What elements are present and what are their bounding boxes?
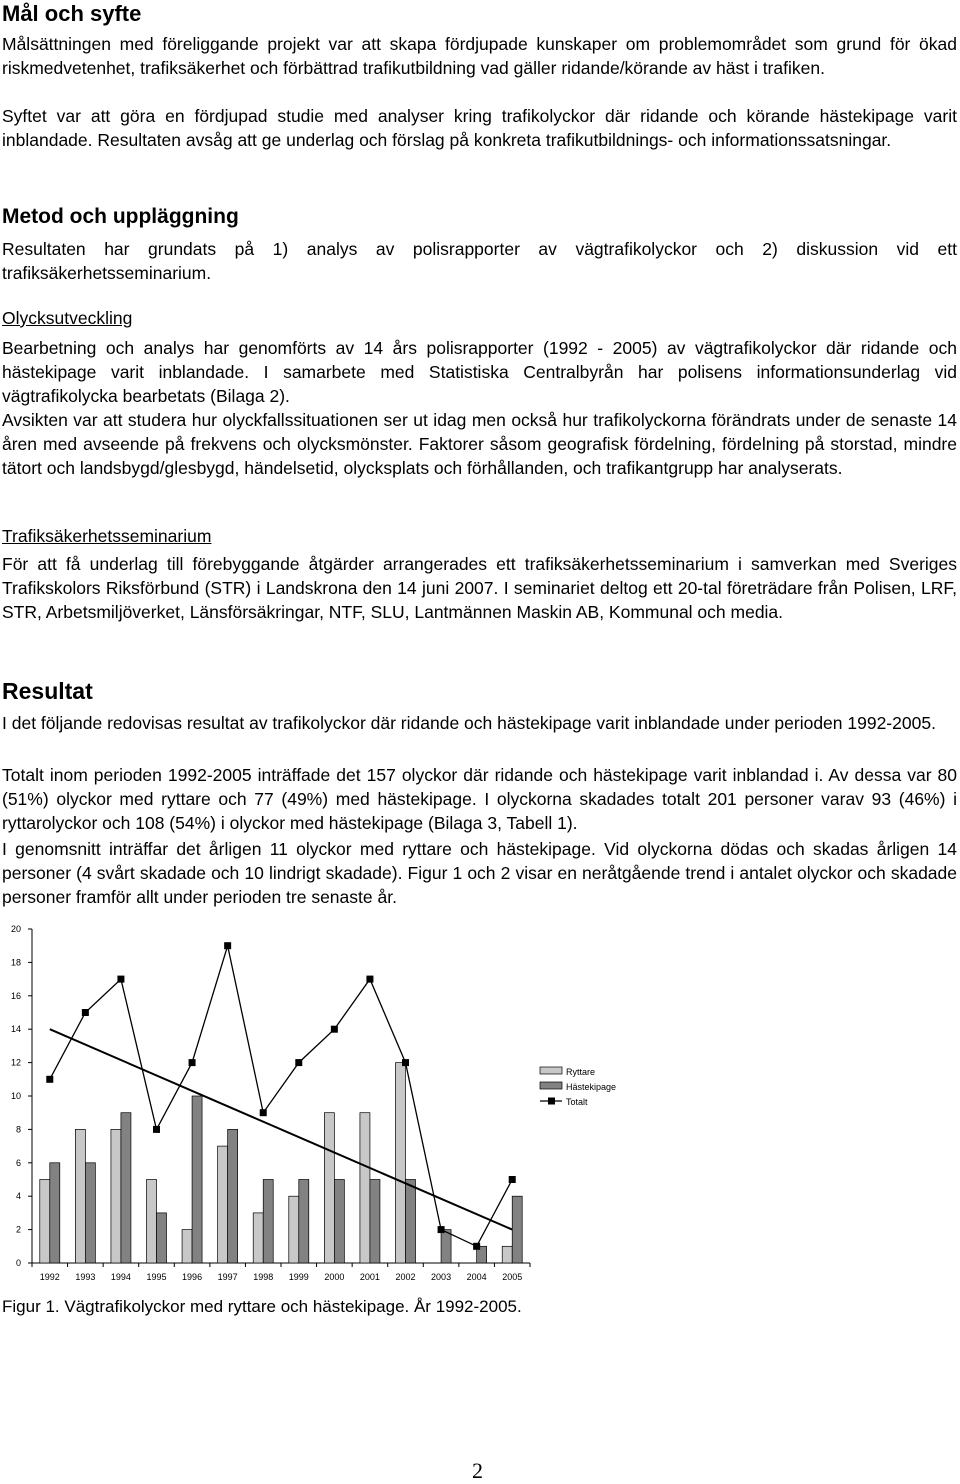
- y-tick-label: 8: [15, 1124, 21, 1135]
- legend-label: Hästekipage: [566, 1082, 617, 1092]
- bar-ryttare-1996: [182, 1230, 192, 1263]
- paragraph-syfte: Syftet var att göra en fördjupad studie med analyser kring trafikolyckor där ridande och körande hästekipage varit inblandade. Resultaten avsåg att ge underlag och förslag på konkreta trafikutbildnings- och informationssatsningar.: [2, 106, 957, 150]
- point-totalt-2002: [402, 1059, 409, 1066]
- point-totalt-2004: [473, 1243, 480, 1250]
- bar-hstekipage-2001: [370, 1180, 380, 1264]
- paragraph-bearbetning: Bearbetning och analys har genomförts av 14 års polisrapporter (1992 - 2005) av vägtrafikolyckor där ridande och hästekipage varit inblandade. I samarbete med Statistiska Centralbyrån har polisens informationsunderlag vid vägtrafikolycka bearbetats (Bilaga 2).: [2, 338, 957, 406]
- y-tick-label: 16: [10, 990, 21, 1001]
- x-tick-label: 1999: [288, 1272, 309, 1282]
- legend-swatch-ryttare: [540, 1067, 562, 1074]
- bar-hstekipage-1998: [263, 1180, 273, 1264]
- bar-hstekipage-1999: [299, 1180, 309, 1264]
- subheading-seminarium: Trafiksäkerhetsseminarium: [2, 526, 212, 546]
- y-tick-label: 2: [15, 1224, 21, 1235]
- x-tick-label: 1994: [110, 1272, 131, 1282]
- point-totalt-1998: [260, 1109, 267, 1116]
- x-tick-label: 2000: [324, 1272, 345, 1282]
- bar-hstekipage-1992: [50, 1163, 60, 1263]
- x-tick-label: 1992: [39, 1272, 60, 1282]
- point-totalt-2003: [438, 1226, 445, 1233]
- paragraph-resultat-genomsnitt: I genomsnitt inträffar det årligen 11 olyckor med ryttare och hästekipage. Vid olyckorna dödas och skadas årligen 14 personer (4 svårt skadade och 10 lindrigt skadade). Figur 1 och 2 visar en neråtgående trend i antalet olyckor och skadade personer framför allt under perioden tre senaste år.: [2, 839, 957, 907]
- bar-hstekipage-2000: [334, 1180, 344, 1264]
- legend-marker-totalt: [548, 1098, 555, 1105]
- point-totalt-2005: [509, 1176, 516, 1183]
- bar-hstekipage-1997: [228, 1129, 238, 1263]
- legend-label: Ryttare: [566, 1067, 596, 1077]
- x-tick-label: 2005: [502, 1272, 523, 1282]
- legend-label: Totalt: [566, 1097, 588, 1107]
- bar-ryttare-2001: [360, 1113, 370, 1263]
- bar-hstekipage-1994: [121, 1113, 131, 1263]
- heading-metod: Metod och uppläggning: [2, 205, 239, 228]
- point-totalt-1992: [46, 1076, 53, 1083]
- y-tick-label: 14: [10, 1024, 21, 1035]
- bar-ryttare-1992: [40, 1180, 50, 1264]
- bar-hstekipage-2003: [441, 1230, 451, 1263]
- paragraph-resultat-totalt: Totalt inom perioden 1992-2005 inträffade det 157 olyckor där ridande och hästekipage varit inblandad i. Av dessa var 80 (51%) olyckor med ryttare och 77 (49%) med hästekipage. I olyckorna skadades totalt 201 personer varav 93 (46%) i ryttarolyckor och 108 (54%) i olyckor med hästekipage (Bilaga 3, Tabell 1).: [2, 765, 957, 833]
- page-number: 2: [472, 1458, 483, 1483]
- point-totalt-1999: [295, 1059, 302, 1066]
- bar-hstekipage-1996: [192, 1096, 202, 1263]
- point-totalt-1996: [189, 1059, 196, 1066]
- bar-ryttare-1993: [75, 1129, 85, 1263]
- bar-ryttare-1998: [253, 1213, 263, 1263]
- paragraph-resultat-intro: I det följande redovisas resultat av trafikolyckor där ridande och hästekipage varit inblandade under perioden 1992-2005.: [2, 713, 936, 733]
- accident-chart: [0, 910, 960, 1290]
- x-tick-label: 1998: [253, 1272, 274, 1282]
- legend-swatch-hstekipage: [540, 1082, 562, 1089]
- x-tick-label: 1993: [75, 1272, 96, 1282]
- point-totalt-1995: [153, 1126, 160, 1133]
- x-tick-label: 1995: [146, 1272, 167, 1282]
- x-tick-label: 2002: [395, 1272, 416, 1282]
- bar-hstekipage-2002: [406, 1180, 416, 1264]
- point-totalt-2001: [366, 976, 373, 983]
- bar-ryttare-1999: [289, 1196, 299, 1263]
- paragraph-metod: Resultaten har grundats på 1) analys av polisrapporter av vägtrafikolyckor och 2) diskussion vid ett trafiksäkerhetsseminarium.: [2, 239, 957, 283]
- y-tick-label: 20: [10, 924, 21, 934]
- x-tick-label: 1997: [217, 1272, 238, 1282]
- bar-ryttare-2002: [396, 1063, 406, 1263]
- heading-resultat: Resultat: [2, 678, 93, 704]
- bar-ryttare-1995: [147, 1180, 157, 1264]
- y-tick-label: 18: [10, 957, 21, 968]
- point-totalt-1993: [82, 1009, 89, 1016]
- paragraph-malsattning: Målsättningen med föreliggande projekt var att skapa fördjupade kunskaper om problemområdet som grund för ökad riskmedvetenhet, trafiksäkerhet och förbättrad trafikutbildning vad gäller ridande/körande av häst i trafiken.: [2, 34, 957, 78]
- x-tick-label: 2003: [431, 1272, 452, 1282]
- heading-mal-och-syfte: Mål och syfte: [2, 1, 142, 26]
- point-totalt-2000: [331, 1026, 338, 1033]
- paragraph-seminarium: För att få underlag till förebyggande åtgärder arrangerades ett trafiksäkerhetsseminarium i samverkan med Sveriges Trafikskolors Riksförbund (STR) i Landskrona den 14 juni 2007. I seminariet deltog ett 20-tal företrädare från Polisen, LRF, STR, Arbetsmiljöverket, Länsförsäkringar, NTF, SLU, Lantmännen Maskin AB, Kommunal och media.: [2, 554, 957, 622]
- point-totalt-1994: [117, 976, 124, 983]
- bar-ryttare-1994: [111, 1129, 121, 1263]
- bar-hstekipage-1993: [85, 1163, 95, 1263]
- y-tick-label: 0: [15, 1258, 21, 1268]
- figure-caption: Figur 1. Vägtrafikolyckor med ryttare och hästekipage. År 1992-2005.: [2, 1297, 522, 1316]
- bar-ryttare-2005: [502, 1246, 512, 1263]
- bar-hstekipage-1995: [157, 1213, 167, 1263]
- x-tick-label: 2001: [359, 1272, 380, 1282]
- bar-ryttare-1997: [218, 1146, 228, 1263]
- y-tick-label: 12: [10, 1057, 21, 1068]
- y-tick-label: 10: [10, 1091, 21, 1101]
- x-tick-label: 1996: [182, 1272, 203, 1282]
- point-totalt-1997: [224, 942, 231, 949]
- bar-hstekipage-2005: [512, 1196, 522, 1263]
- x-tick-label: 2004: [466, 1272, 487, 1282]
- y-tick-label: 4: [15, 1191, 21, 1202]
- subheading-olycksutveckling: Olycksutveckling: [2, 308, 133, 328]
- y-tick-label: 6: [15, 1157, 21, 1168]
- paragraph-avsikten: Avsikten var att studera hur olyckfallssituationen ser ut idag men också hur trafikolyckorna förändrats under de senaste 14 åren med avseende på frekvens och olycksmönster. Faktorer såsom geografisk fördelning, fördelning på storstad, mindre tätort och landsbygd/glesbygd, händelsetid, olycksplats och förhållanden, och trafikantgrupp har analyserats.: [2, 410, 957, 478]
- bar-ryttare-2000: [324, 1113, 334, 1263]
